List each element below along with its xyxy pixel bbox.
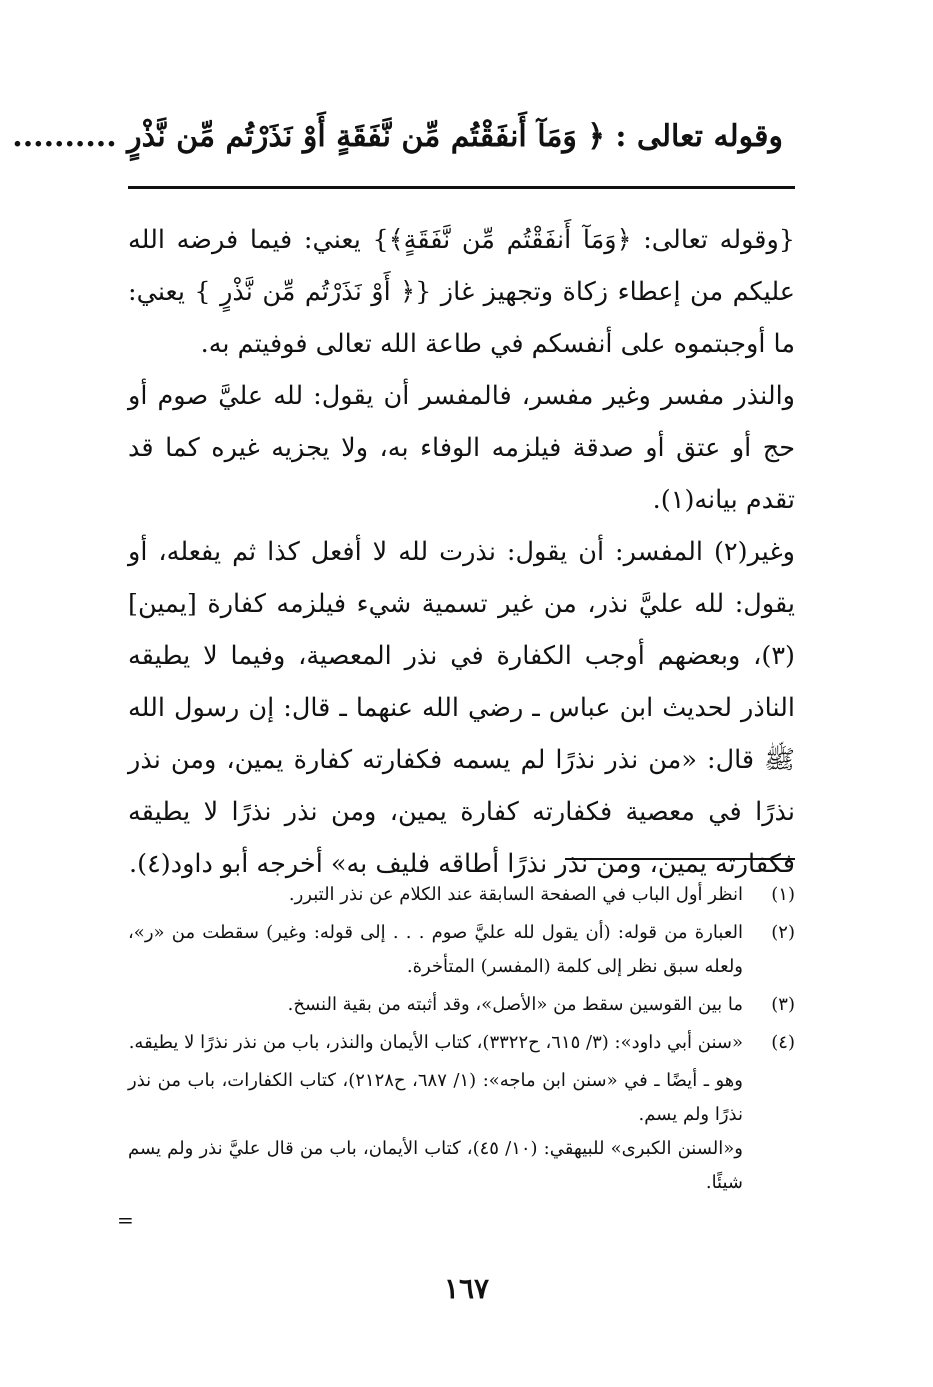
page-number: ١٦٧ — [443, 1272, 490, 1305]
footnote — [128, 988, 795, 1022]
footnote-number: (٣) — [771, 994, 795, 1015]
running-header: وقوله تعالى : ﴿ وَمَآ أَنفَقْتُم مِّن نَّفَقَةٍ أَوْ نَذَرْتُم مِّن نَّذْرٍ .......... — [12, 119, 783, 154]
footnote — [128, 878, 795, 912]
main-text — [128, 214, 795, 890]
footnote-text: «سنن أبي داود»: (٣/ ٦١٥، ح٣٣٢٢)، كتاب الأيمان والنذر، باب من نذر نذرًا لا يطيقه. — [128, 1032, 743, 1053]
footnotes — [128, 878, 795, 1200]
paragraph: والنذر مفسر وغير مفسر، فالمفسر أن يقول: لله عليَّ صوم أو حج أو عتق أو صدقة فيلزمه الوفاء به، ولا يجزيه غيره كما قد تقدم بيانه(١). — [128, 381, 795, 515]
footnote-continuation: و«السنن الكبرى» للبيهقي: (١٠/ ٤٥)، كتاب الأيمان، باب من قال عليَّ نذر ولم يسم شيئًا. — [128, 1138, 743, 1193]
footnote-number: (١) — [771, 884, 795, 905]
footnote-continuation: وهو ـ أيضًا ـ في «سنن ابن ماجه»: (١/ ٦٨٧، ح٢١٢٨)، كتاب الكفارات، باب من نذر نذرًا ولم يسم. — [128, 1070, 743, 1125]
footnote — [128, 916, 795, 984]
footnote-number: (٤) — [771, 1032, 795, 1053]
header-divider — [128, 186, 795, 189]
footnote-divider — [565, 858, 795, 860]
paragraph: وغير(٢) المفسر: أن يقول: نذرت لله لا أفعل كذا ثم يفعله، أو يقول: لله عليَّ نذر، من غير تسمية شيء فيلزمه كفارة [يمين](٣)، وبعضهم أوجب الكفارة في نذر المعصية، وفيما لا يطيقه الناذر لحديث ابن عباس ـ رضي الله عنهما ـ قال: إن رسول الله ﷺ قال: «من نذر نذرًا لم يسمه فكفارته كفارة يمين، ومن نذر نذرًا في معصية فكفارته كفارة يمين، ومن نذر نذرًا لا يطيقه فكفارته يمين، ومن نذر نذرًا أطاقه فليف به» أخرجه أبو داود(٤). — [128, 537, 795, 879]
footnote-text: ما بين القوسين سقط من «الأصل»، وقد أثبته من بقية النسخ. — [287, 994, 743, 1015]
footnote-number: (٢) — [771, 922, 795, 943]
footnote-text: العبارة من قوله: (أن يقول لله عليَّ صوم . . . إلى قوله: وغير) سقطت من «ر»، ولعله سبق نظر إلى كلمة (المفسر) المتأخرة. — [128, 922, 743, 977]
footnote — [128, 1026, 795, 1060]
paragraph: {وقوله تعالى: ﴿وَمَآ أَنفَقْتُم مِّن نَّفَقَةٍ﴾} يعني: فيما فرضه الله عليكم من إعطاء زكاة وتجهيز غاز {﴿ أَوْ نَذَرْتُم مِّن نَّذْرٍ } يعني: ما أوجبتموه على أنفسكم في طاعة الله تعالى فوفيتم به. — [128, 225, 795, 359]
footnote-text: انظر أول الباب في الصفحة السابقة عند الكلام عن نذر التبرر. — [288, 884, 743, 905]
continuation-mark: = — [117, 1208, 134, 1232]
